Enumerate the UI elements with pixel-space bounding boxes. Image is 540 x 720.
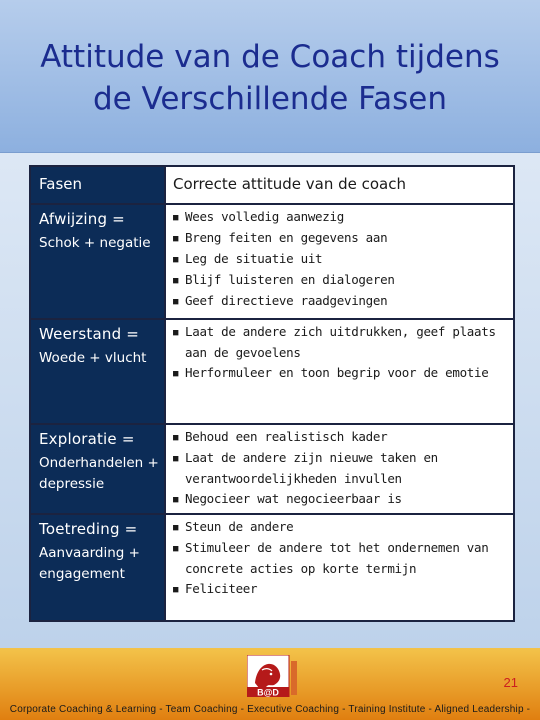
- phase-subtitle: Onderhandelen + depressie: [39, 455, 159, 492]
- phase-cell: [30, 424, 165, 514]
- header-cell-attitude: [165, 166, 514, 204]
- slide-title: [0, 36, 540, 120]
- table-row: [30, 204, 514, 319]
- phases-table: [29, 165, 515, 622]
- list-item: ■ Steun de andere: [173, 517, 507, 538]
- list-item: ■ Negocieer wat negocieerbaar is: [173, 489, 507, 510]
- bullet-icon: ■: [173, 276, 179, 286]
- company-logo: [247, 655, 299, 697]
- lion-crest-icon: [247, 655, 299, 697]
- attitude-cell: [165, 514, 514, 621]
- logo-text: B@D: [257, 687, 279, 697]
- table-row: [30, 319, 514, 424]
- attitude-cell: [165, 319, 514, 424]
- phase-name: Toetreding =: [39, 520, 138, 538]
- bullet-icon: ■: [173, 495, 179, 505]
- header-fasen-label: Fasen: [39, 175, 82, 193]
- phase-name: Weerstand =: [39, 325, 140, 343]
- list-item: ■ Laat de andere zich uitdrukken, geef plaats aan de gevoelens: [173, 324, 496, 360]
- title-area: [0, 0, 540, 153]
- phase-subtitle: Aanvaarding + engagement: [39, 545, 140, 582]
- list-item: ■ Herformuleer en toon begrip voor de emotie: [173, 363, 507, 384]
- slide-title-line1: Attitude van de Coach tijdens: [40, 39, 500, 75]
- table-row: [30, 514, 514, 621]
- slide-title-line2: de Verschillende Fasen: [92, 81, 448, 117]
- bullet-icon: ■: [173, 454, 179, 464]
- attitude-cell: [165, 204, 514, 319]
- bullet-icon: ■: [173, 297, 179, 307]
- list-item: ■ Breng feiten en gegevens aan: [173, 228, 507, 249]
- phase-subtitle: Schok + negatie: [39, 235, 151, 251]
- list-item: ■ Laat de andere zijn nieuwe taken en verantwoordelijkheden invullen: [173, 450, 438, 486]
- bullet-icon: ■: [173, 255, 179, 265]
- list-item: ■ Leg de situatie uit: [173, 249, 507, 270]
- bullet-icon: ■: [173, 433, 179, 443]
- phase-cell: [30, 204, 165, 319]
- attitude-list: [166, 320, 513, 384]
- attitude-list: [166, 515, 513, 600]
- phase-subtitle: Woede + vlucht: [39, 350, 147, 366]
- table-row: [30, 424, 514, 514]
- bullet-icon: ■: [173, 544, 179, 554]
- bullet-icon: ■: [173, 213, 179, 223]
- list-item: ■ Feliciteer: [173, 579, 507, 600]
- phase-name: Afwijzing =: [39, 210, 125, 228]
- list-item: ■ Wees volledig aanwezig: [173, 207, 507, 228]
- bullet-icon: ■: [173, 234, 179, 244]
- list-item: ■ Blijf luisteren en dialogeren: [173, 270, 507, 291]
- bullet-icon: ■: [173, 523, 179, 533]
- list-item: ■ Behoud een realistisch kader: [173, 427, 507, 448]
- phase-cell: [30, 514, 165, 621]
- header-cell-fasen: [30, 166, 165, 204]
- list-item: ■ Geef directieve raadgevingen: [173, 291, 507, 312]
- phase-cell: [30, 319, 165, 424]
- attitude-cell: [165, 424, 514, 514]
- bullet-icon: ■: [173, 328, 179, 338]
- table-header-row: [30, 166, 514, 204]
- footer-text: Corporate Coaching & Learning - Team Coaching - Executive Coaching - Training Institute - Aligned Leadership -: [9, 704, 531, 715]
- attitude-list: [166, 425, 513, 510]
- bullet-icon: ■: [173, 585, 179, 595]
- header-attitude-label: Correcte attitude van de coach: [173, 175, 407, 193]
- page-number: 21: [503, 675, 518, 690]
- list-item: ■ Stimuleer de andere tot het ondernemen van concrete acties op korte termijn: [173, 540, 489, 576]
- phase-name: Exploratie =: [39, 430, 135, 448]
- attitude-list: [166, 205, 513, 312]
- bullet-icon: ■: [173, 369, 179, 379]
